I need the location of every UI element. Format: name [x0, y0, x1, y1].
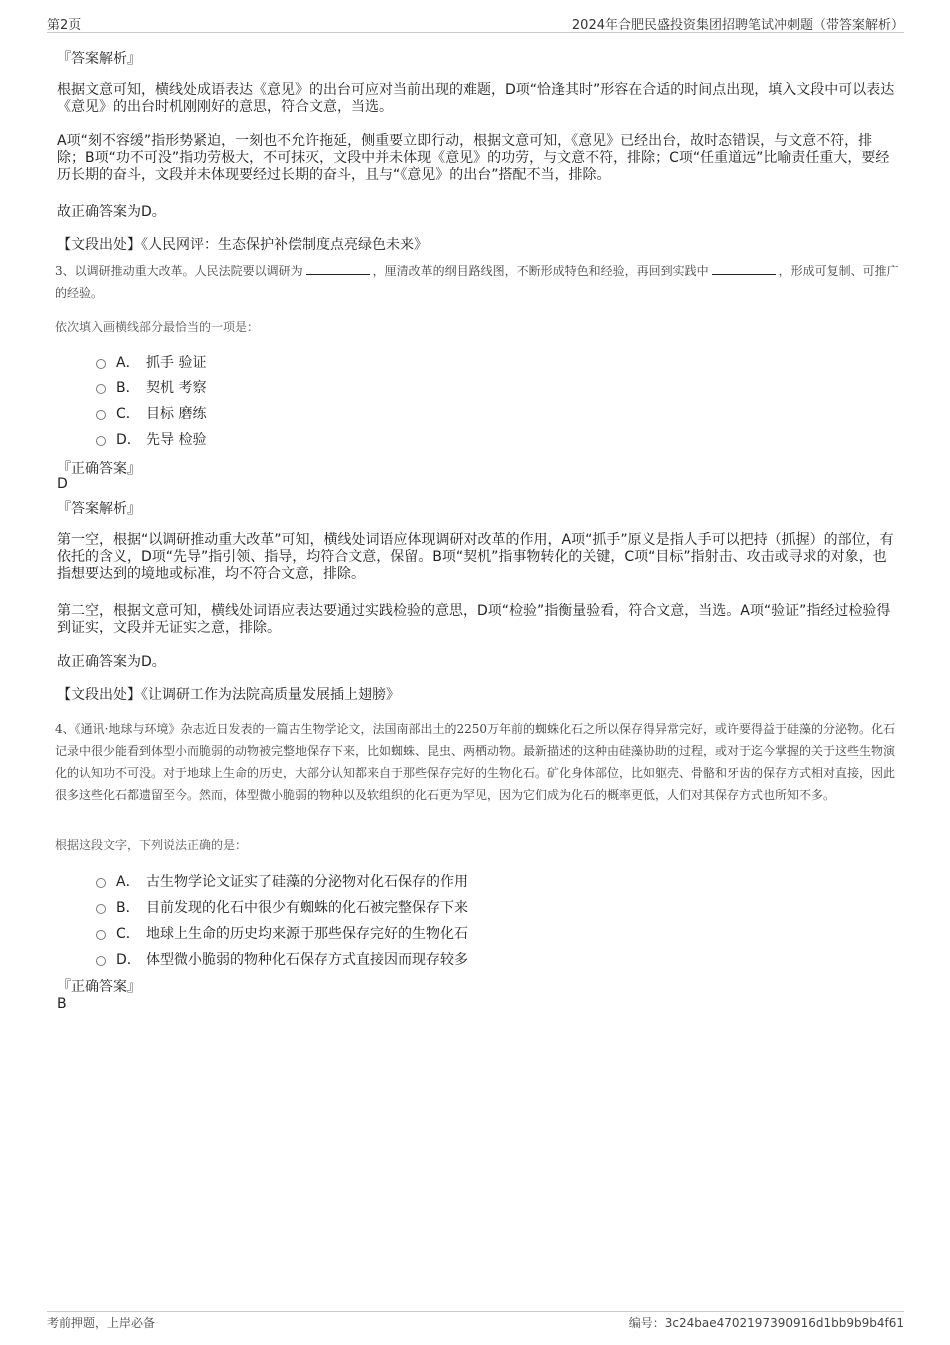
q2-analysis-label: 『答案解析』: [57, 51, 141, 67]
q4-correct-label: 『正确答案』: [57, 979, 141, 995]
radio-icon[interactable]: [96, 384, 106, 394]
source-label: 【文段出处】: [57, 237, 141, 253]
q3-analysis-paragraph-2: 第二空，根据文意可知，横线处词语应表达要通过实践检验的意思，D项“检验”指衡量验看，符合文意，当选。A项“验证”指经过检验得到证实，文段并无证实之意，排除。: [57, 603, 891, 636]
option-key: D．: [116, 952, 141, 968]
document-title: 2024年合肥民盛投资集团招聘笔试冲刺题（带答案解析）: [571, 18, 904, 33]
option-text: 目前发现的化石中很少有蜘蛛的化石被完整保存下来: [146, 900, 468, 916]
option-text: 地球上生命的历史均来源于那些保存完好的生物化石: [146, 926, 468, 942]
q3-correct-label: 『正确答案』: [57, 461, 141, 477]
option-text: 古生物学论文证实了硅藻的分泌物对化石保存的作用: [146, 874, 468, 890]
footer-divider: [47, 1311, 904, 1312]
radio-icon[interactable]: [96, 359, 106, 369]
q3-option-b[interactable]: [96, 377, 206, 397]
option-key: A．: [116, 355, 140, 371]
document-code: [629, 1314, 904, 1331]
q3-conclusion: 故正确答案为D。: [57, 654, 166, 670]
q4-option-a[interactable]: [96, 871, 468, 891]
radio-icon[interactable]: [96, 436, 106, 446]
q4-option-c[interactable]: [96, 923, 468, 943]
source-label: 【文段出处】: [57, 687, 141, 703]
q3-stem: [55, 260, 900, 304]
q3-analysis-paragraph-1: 第一空，根据“以调研推动重大改革”可知，横线处词语应体现调研对改革的作用，A项“抓手”原义是指人手可以把持（抓握）的部位，有依托的含义，D项“先导”指引领、指导，均符合文意，保留。B项“契机”指事物转化的关键，C项“目标”指射击、攻击或寻求的对象，也指想要达到的境地或标准，均不符合文意，排除。: [57, 532, 894, 582]
q3-stem-part-3: ，形成可复制、可推广的经验。: [55, 264, 899, 300]
q4-stem: 4、《通讯·地球与环境》杂志近日发表的一篇古生物学论文，法国南部出土的2250万年前的蜘蛛化石之所以保存得异常完好，或许要得益于硅藻的分泌物。化石记录中很少能看到体型小而脆弱的动物被完整地保存下来，比如蜘蛛、昆虫、两栖动物。最新描述的这种由硅藻协助的过程，或对于迄今掌握的关于这些生物演化的认知功不可没。对于地球上生命的历史，大部分认知都来自于那些保存完好的生物化石。矿化身体部位，比如躯壳、骨骼和牙齿的保存方式相对直接，因此很多这些化石都遗留至今。然而，体型微小脆弱的物种以及软组织的化石更为罕见，因为它们成为化石的概率更低，人们对其保存方式也所知不多。: [55, 722, 896, 802]
option-key: B．: [116, 900, 140, 916]
q3-option-d[interactable]: [96, 429, 206, 449]
option-text: 目标 磨练: [146, 406, 207, 422]
code-label: 编号：: [628, 1316, 665, 1330]
q2-source-title: 《人民网评：生态保护补偿制度点亮绿色未来》: [141, 237, 428, 253]
option-text: 契机 考察: [146, 380, 207, 396]
q3-blank-1: [306, 262, 370, 275]
page-header: [47, 12, 904, 32]
option-text: 抓手 验证: [146, 355, 207, 371]
q3-blank-2: [712, 262, 776, 275]
option-key: C．: [116, 926, 140, 942]
q4-option-b[interactable]: [96, 897, 468, 917]
radio-icon[interactable]: [96, 410, 106, 420]
option-key: D．: [116, 432, 141, 448]
q2-source: [57, 237, 897, 254]
q4-prompt: 根据这段文字，下列说法正确的是：: [55, 838, 248, 852]
q3-option-c[interactable]: [96, 403, 206, 423]
header-divider: [47, 32, 904, 33]
radio-icon[interactable]: [96, 930, 106, 940]
option-key: B．: [116, 380, 140, 396]
q2-analysis-paragraph-2: A项“刻不容缓”指形势紧迫，一刻也不允许拖延，侧重要立即行动，根据文意可知，《意见》已经出台，故时态错误，与文意不符，排除；B项“功不可没”指功劳极大，不可抹灭，文段中并未体现《意见》的功劳，与文意不符，排除；C项“任重道远”比喻责任重大，要经历长期的奋斗，文段并未体现要经过长期的奋斗，且与“《意见》的出台”搭配不当，排除。: [57, 133, 890, 183]
q2-conclusion: 故正确答案为D。: [57, 204, 166, 220]
code-value: 3c24bae4702197390916d1bb9b9b4f61: [664, 1316, 904, 1330]
option-text: 先导 检验: [146, 432, 207, 448]
q3-analysis-label: 『答案解析』: [57, 501, 141, 517]
q3-option-a[interactable]: [96, 352, 206, 372]
option-key: A．: [116, 874, 140, 890]
q3-prompt: 依次填入画横线部分最恰当的一项是：: [55, 320, 260, 334]
option-key: C．: [116, 406, 140, 422]
q3-source-title: 《让调研工作为法院高质量发展插上翅膀》: [141, 687, 400, 703]
q4-answer: B: [57, 996, 67, 1012]
radio-icon[interactable]: [96, 904, 106, 914]
option-text: 体型微小脆弱的物种化石保存方式直接因而现存较多: [146, 952, 468, 968]
q3-source: [57, 687, 897, 704]
q2-analysis-paragraph-1: 根据文意可知，横线处成语表达《意见》的出台可应对当前出现的难题，D项“恰逢其时”形容在合适的时间点出现，填入文段中可以表达《意见》的出台时机刚刚好的意思，符合文意，当选。: [57, 82, 895, 115]
radio-icon[interactable]: [96, 956, 106, 966]
q4-option-d[interactable]: [96, 949, 468, 969]
q3-stem-part-1: 3、以调研推动重大改革。人民法院要以调研为: [55, 264, 303, 278]
q3-answer: D: [57, 476, 68, 492]
q3-stem-part-2: ，厘清改革的纲目路线图，不断形成特色和经验，再回到实践中: [372, 264, 709, 278]
radio-icon[interactable]: [96, 878, 106, 888]
page-number: 第2页: [47, 18, 82, 33]
footer-slogan: 考前押题，上岸必备: [47, 1316, 156, 1330]
